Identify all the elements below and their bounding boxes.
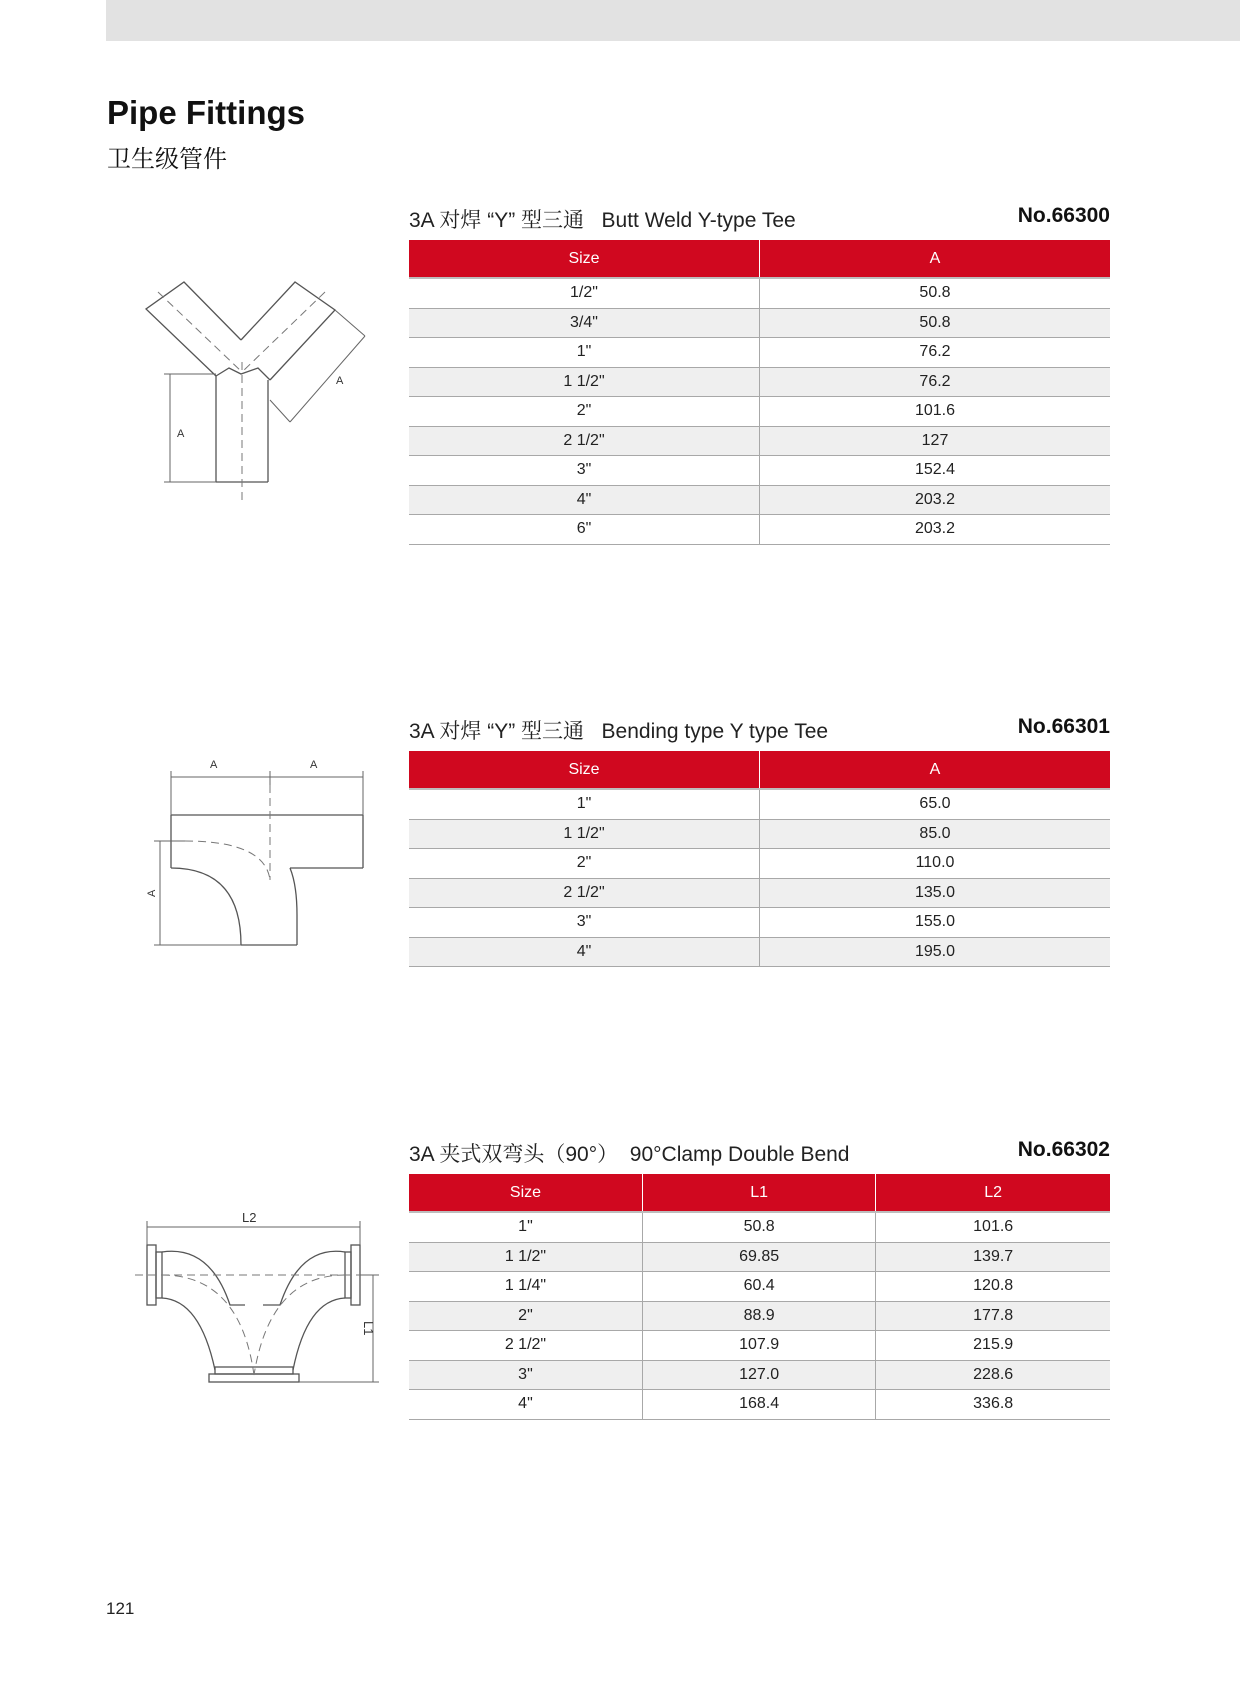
size-cell: 1 1/2": [409, 819, 760, 849]
size-cell: 3/4": [409, 308, 760, 338]
value-cell: 50.8: [760, 278, 1111, 308]
table-row: [409, 908, 1110, 938]
section-number-66301: No.66301: [1017, 715, 1110, 738]
size-cell: 3": [409, 1360, 642, 1390]
value-cell: 203.2: [760, 485, 1111, 515]
table-row: [409, 426, 1110, 456]
section-number-66302: No.66302: [1017, 1138, 1110, 1161]
spec-table-66301: [409, 751, 1110, 967]
value-cell: 120.8: [876, 1272, 1110, 1302]
section-title-66301: 3A 对焊 “Y” 型三通 Bending type Y type Tee: [409, 720, 829, 743]
column-header: Size: [409, 1174, 642, 1212]
value-cell: 88.9: [642, 1301, 875, 1331]
section-number-66300: No.66300: [1017, 204, 1110, 227]
value-cell: 60.4: [642, 1272, 875, 1302]
clamp-bend-dim-label: L1: [361, 1321, 376, 1336]
value-cell: 76.2: [760, 338, 1111, 368]
value-cell: 139.7: [876, 1242, 1110, 1272]
table-row: [409, 485, 1110, 515]
size-cell: 3": [409, 456, 760, 486]
value-cell: 177.8: [876, 1301, 1110, 1331]
column-header: L2: [876, 1174, 1110, 1212]
value-cell: 228.6: [876, 1360, 1110, 1390]
size-cell: 2": [409, 1301, 642, 1331]
size-cell: 6": [409, 515, 760, 545]
y-tee-dim-label: A: [177, 428, 185, 440]
size-cell: 1": [409, 1212, 642, 1242]
table-row: [409, 308, 1110, 338]
size-cell: 3": [409, 908, 760, 938]
table-row: [409, 1242, 1110, 1272]
size-cell: 4": [409, 485, 760, 515]
value-cell: 127.0: [642, 1360, 875, 1390]
bending-tee-dim-label: A: [210, 759, 218, 771]
section-title-66300: 3A 对焊 “Y” 型三通 Butt Weld Y-type Tee: [409, 209, 796, 232]
table-row: [409, 849, 1110, 879]
value-cell: 155.0: [760, 908, 1111, 938]
value-cell: 101.6: [760, 397, 1111, 427]
size-cell: 1": [409, 789, 760, 819]
value-cell: 107.9: [642, 1331, 875, 1361]
size-cell: 2": [409, 397, 760, 427]
value-cell: 195.0: [760, 937, 1111, 967]
table-row: [409, 1360, 1110, 1390]
table-row: [409, 1272, 1110, 1302]
value-cell: 50.8: [760, 308, 1111, 338]
size-cell: 4": [409, 1390, 642, 1420]
top-bar: [106, 0, 1240, 41]
size-cell: 1 1/2": [409, 367, 760, 397]
table-row: [409, 515, 1110, 545]
value-cell: 65.0: [760, 789, 1111, 819]
value-cell: 135.0: [760, 878, 1111, 908]
bending-tee-diagram: [145, 755, 375, 955]
value-cell: 152.4: [760, 456, 1111, 486]
value-cell: 101.6: [876, 1212, 1110, 1242]
table-row: [409, 878, 1110, 908]
y-tee-dim-label: A: [336, 375, 344, 387]
table-row: [409, 397, 1110, 427]
value-cell: 76.2: [760, 367, 1111, 397]
value-cell: 168.4: [642, 1390, 875, 1420]
size-cell: 1/2": [409, 278, 760, 308]
column-header: A: [760, 240, 1111, 278]
table-row: [409, 789, 1110, 819]
table-row: [409, 819, 1110, 849]
value-cell: 110.0: [760, 849, 1111, 879]
size-cell: 2 1/2": [409, 426, 760, 456]
table-row: [409, 1212, 1110, 1242]
value-cell: 69.85: [642, 1242, 875, 1272]
page-subtitle: 卫生级管件: [107, 146, 227, 173]
section-title-66302: 3A 夹式双弯头（90°） 90°Clamp Double Bend: [409, 1143, 850, 1166]
table-row: [409, 1331, 1110, 1361]
table-row: [409, 338, 1110, 368]
size-cell: 2 1/2": [409, 1331, 642, 1361]
table-row: [409, 1390, 1110, 1420]
page-number: 121: [106, 1599, 135, 1618]
y-tee-diagram: [140, 270, 380, 505]
spec-table-66300: [409, 240, 1110, 545]
spec-table-66302: [409, 1174, 1110, 1420]
value-cell: 215.9: [876, 1331, 1110, 1361]
column-header: A: [760, 751, 1111, 789]
column-header: Size: [409, 240, 760, 278]
size-cell: 4": [409, 937, 760, 967]
table-row: [409, 937, 1110, 967]
value-cell: 203.2: [760, 515, 1111, 545]
value-cell: 50.8: [642, 1212, 875, 1242]
value-cell: 127: [760, 426, 1111, 456]
column-header: L1: [642, 1174, 875, 1212]
table-row: [409, 278, 1110, 308]
value-cell: 85.0: [760, 819, 1111, 849]
size-cell: 2 1/2": [409, 878, 760, 908]
size-cell: 1 1/4": [409, 1272, 642, 1302]
size-cell: 2": [409, 849, 760, 879]
table-row: [409, 367, 1110, 397]
clamp-double-bend-diagram: [135, 1205, 385, 1390]
column-header: Size: [409, 751, 760, 789]
size-cell: 1": [409, 338, 760, 368]
table-row: [409, 1301, 1110, 1331]
table-row: [409, 456, 1110, 486]
page-title: Pipe Fittings: [107, 94, 305, 131]
value-cell: 336.8: [876, 1390, 1110, 1420]
size-cell: 1 1/2": [409, 1242, 642, 1272]
bending-tee-dim-label: A: [146, 889, 158, 897]
bending-tee-dim-label: A: [310, 759, 318, 771]
clamp-bend-dim-label: L2: [242, 1210, 257, 1225]
